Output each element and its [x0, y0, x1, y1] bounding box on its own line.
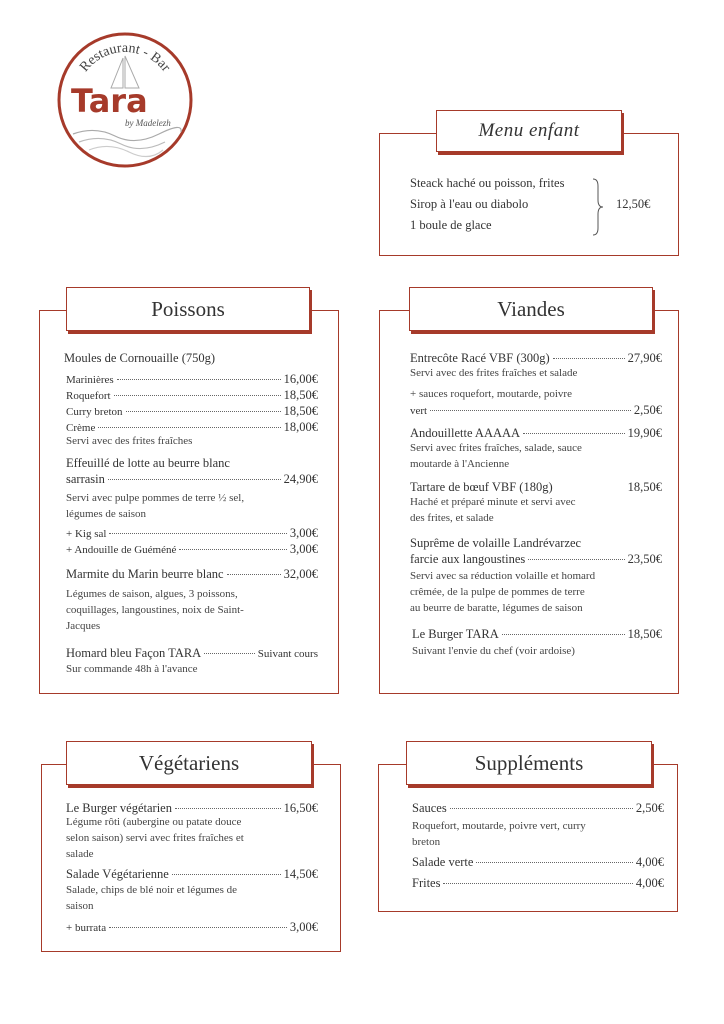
- homard-note: Sur commande 48h à l'avance: [66, 663, 198, 675]
- entrecote-label: Entrecôte Racé VBF (300g): [410, 351, 550, 365]
- supp-sauces-row: [412, 801, 664, 816]
- moules-label-1: Marinières: [66, 374, 114, 386]
- supreme-note-2: crêmée, de la pulpe de pommes de terre: [410, 586, 585, 598]
- logo-subtitle: by Madelezh: [125, 118, 171, 128]
- lotte-row: [66, 472, 318, 487]
- menu-enfant-item-2: Sirop à l'eau ou diabolo: [410, 197, 529, 211]
- burger-tara-note: Suivant l'envie du chef (voir ardoise): [412, 645, 575, 657]
- lotte-label: sarrasin: [66, 472, 105, 486]
- marmite-note-3: Jacques: [66, 620, 101, 632]
- supreme-note-1: Servi avec sa réduction volaille et homard: [410, 570, 596, 582]
- logo-name: Tara: [71, 82, 148, 120]
- homard-label: Homard bleu Façon TARA: [66, 646, 202, 660]
- andouillette-note-1: Servi avec frites fraîches, salade, sauce: [410, 442, 582, 454]
- sauces-price: 2,50€: [633, 403, 662, 417]
- supp-sauces-price: 2,50€: [635, 801, 664, 815]
- moules-row-3: [66, 404, 318, 419]
- supreme-price: 23,50€: [627, 552, 662, 566]
- burger-tara-row: [412, 627, 662, 642]
- extra-price-1: 3,00€: [289, 526, 318, 540]
- brace-icon: [592, 178, 604, 236]
- veg-salade-note-2: saison: [66, 900, 94, 912]
- marmite-label: Marmite du Marin beurre blanc: [66, 567, 224, 581]
- tartare-row: [410, 480, 662, 495]
- vegetariens-title: Végétariens: [66, 741, 312, 785]
- lotte-note-2: légumes de saison: [66, 508, 147, 520]
- andouillette-label: Andouillette AAAAA: [410, 426, 521, 440]
- menu-enfant-price: 12,50€: [616, 197, 651, 211]
- lotte-title: Effeuillé de lotte au beurre blanc: [66, 456, 230, 470]
- supp-sauces-note-1: Roquefort, moutarde, poivre vert, curry: [412, 820, 586, 832]
- veg-salade-note-1: Salade, chips de blé noir et légumes de: [66, 884, 238, 896]
- poissons-title: Poissons: [66, 287, 310, 331]
- marmite-row: [66, 567, 318, 582]
- andouillette-note-2: moutarde à l'Ancienne: [410, 458, 510, 470]
- lotte-note-1: Servi avec pulpe pommes de terre ½ sel,: [66, 492, 245, 504]
- extra-price-2: 3,00€: [289, 542, 318, 556]
- tara-logo: [55, 30, 195, 170]
- supp-salade-row: [412, 855, 664, 870]
- supreme-note-3: au beurre de baratte, légumes de saison: [410, 602, 583, 614]
- veg-burger-price: 16,50€: [283, 801, 318, 815]
- supp-frites-price: 4,00€: [635, 876, 664, 890]
- moules-label-2: Roquefort: [66, 390, 111, 402]
- andouillette-row: [410, 426, 662, 441]
- entrecote-note: Servi avec des frites fraîches et salade: [410, 367, 578, 379]
- supp-sauces-label: Sauces: [412, 801, 447, 815]
- marmite-note-1: Légumes de saison, algues, 3 poissons,: [66, 588, 238, 600]
- veg-burger-note-3: salade: [66, 848, 94, 860]
- burger-tara-label: Le Burger TARA: [412, 627, 499, 641]
- burrata-row: [66, 920, 318, 935]
- supplements-title: Suppléments: [406, 741, 652, 785]
- moules-note: Servi avec des frites fraîches: [66, 435, 193, 447]
- entrecote-row: [410, 351, 662, 366]
- moules-title: Moules de Cornouaille (750g): [64, 351, 216, 365]
- lotte-price: 24,90€: [283, 472, 318, 486]
- veg-burger-row: [66, 801, 318, 816]
- moules-price-4: 18,00€: [283, 420, 318, 434]
- sauces-label: vert: [410, 405, 428, 417]
- homard-price: Suivant cours: [257, 648, 318, 660]
- moules-label-4: Crème: [66, 422, 96, 434]
- tartare-note-1: Haché et préparé minute et servi avec: [410, 496, 576, 508]
- supp-sauces-note-2: breton: [412, 836, 441, 848]
- supp-frites-row: [412, 876, 664, 891]
- logo-arc-text: Restaurant - Bar: [77, 41, 173, 75]
- moules-price-3: 18,50€: [283, 404, 318, 418]
- supp-frites-label: Frites: [412, 876, 441, 890]
- tartare-label: Tartare de bœuf VBF (180g): [410, 480, 553, 494]
- sauces-line-1: + sauces roquefort, moutarde, poivre: [410, 388, 572, 400]
- moules-row-2: [66, 388, 318, 403]
- menu-enfant-title: Menu enfant: [436, 110, 622, 152]
- supreme-title: Suprême de volaille Landrévarzec: [410, 536, 582, 550]
- entrecote-price: 27,90€: [627, 351, 662, 365]
- extra-label-2: + Andouille de Guéméné: [66, 544, 177, 556]
- burrata-label: + burrata: [66, 922, 107, 934]
- menu-enfant-item-1: Steack haché ou poisson, frites: [410, 176, 565, 190]
- tartare-note-2: des frites, et salade: [410, 512, 494, 524]
- supreme-row: [410, 552, 662, 567]
- sauces-row: [410, 403, 662, 418]
- marmite-price: 32,00€: [283, 567, 318, 581]
- burger-tara-price: 18,50€: [627, 627, 662, 641]
- homard-row: [66, 646, 318, 661]
- extra-row-1: [66, 526, 318, 541]
- extra-label-1: + Kig sal: [66, 528, 107, 540]
- veg-salade-label: Salade Végétarienne: [66, 867, 169, 881]
- andouillette-price: 19,90€: [627, 426, 662, 440]
- marmite-note-2: coquillages, langoustines, noix de Saint-: [66, 604, 244, 616]
- extra-row-2: [66, 542, 318, 557]
- veg-salade-price: 14,50€: [283, 867, 318, 881]
- veg-burger-note-2: selon saison) servi avec frites fraîches et: [66, 832, 244, 844]
- moules-row-1: [66, 372, 318, 387]
- supp-salade-price: 4,00€: [635, 855, 664, 869]
- veg-burger-note-1: Légume rôti (aubergine ou patate douce: [66, 816, 242, 828]
- supreme-label: farcie aux langoustines: [410, 552, 526, 566]
- burrata-price: 3,00€: [289, 920, 318, 934]
- moules-price-1: 16,00€: [283, 372, 318, 386]
- moules-row-4: [66, 420, 318, 435]
- viandes-title: Viandes: [409, 287, 653, 331]
- tartare-price: 18,50€: [627, 480, 662, 494]
- moules-label-3: Curry breton: [66, 406, 123, 418]
- moules-price-2: 18,50€: [283, 388, 318, 402]
- supp-salade-label: Salade verte: [412, 855, 474, 869]
- veg-burger-label: Le Burger végétarien: [66, 801, 172, 815]
- veg-salade-row: [66, 867, 318, 882]
- menu-enfant-item-3: 1 boule de glace: [410, 218, 492, 232]
